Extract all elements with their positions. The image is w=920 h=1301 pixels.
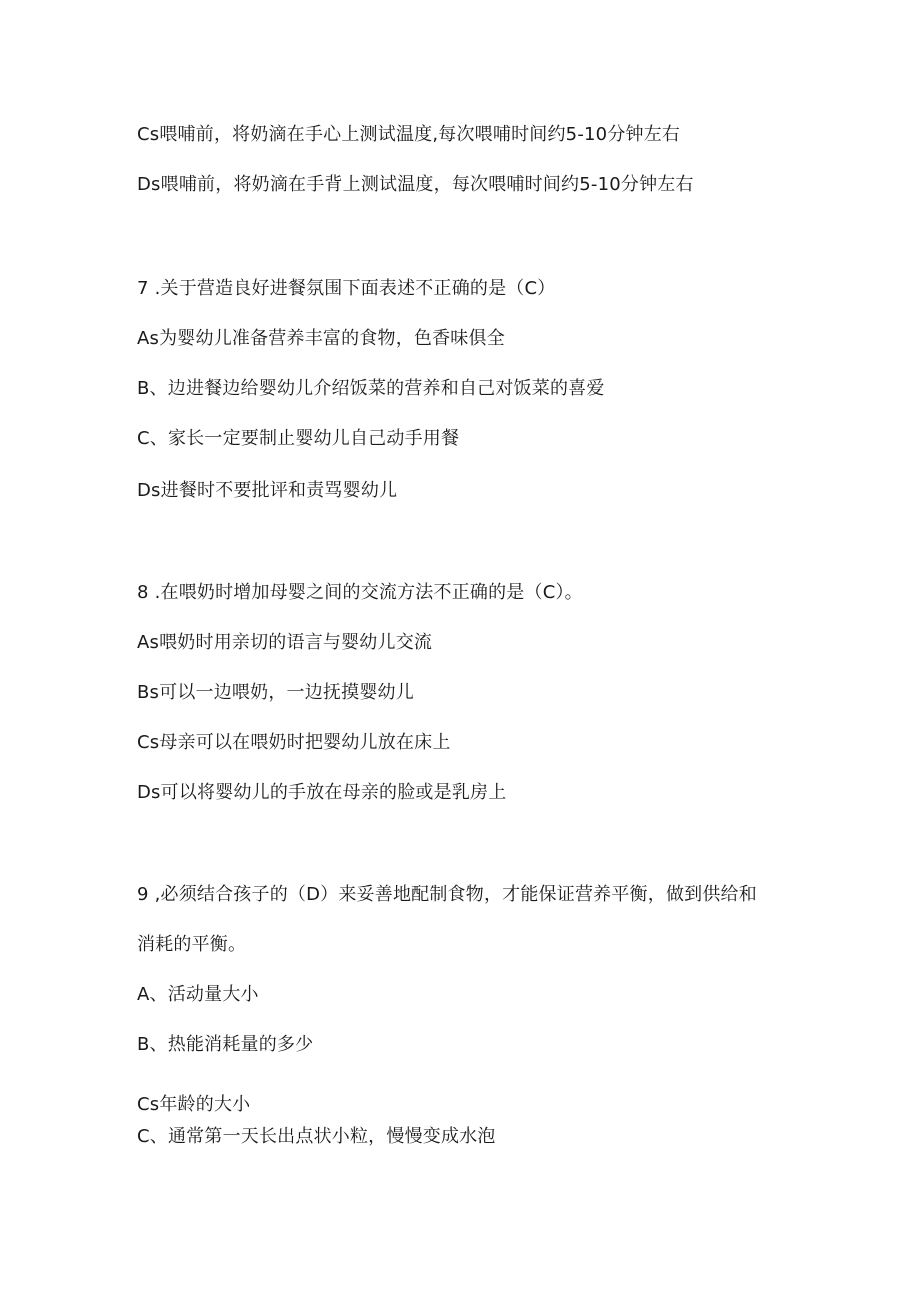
q8-option-a: As喂奶时用亲切的语言与婴幼儿交流 — [137, 632, 433, 653]
q9-option-c: Cs年龄的大小 — [137, 1094, 251, 1115]
option-d-back-of-hand-test: Ds喂哺前，将奶滴在手背上测试温度，每次喂哺时间约5-10分钟左右 — [137, 174, 694, 195]
q8-option-b: Bs可以一边喂奶，一边抚摸婴幼儿 — [137, 682, 414, 703]
option-c-rash-description: C、通常第一天长出点状小粒，慢慢变成水泡 — [137, 1126, 496, 1147]
q9-option-a: A、活动量大小 — [137, 984, 259, 1005]
q9-option-b: B、热能消耗量的多少 — [137, 1034, 314, 1055]
q8-option-d: Ds可以将婴幼儿的手放在母亲的脸或是乳房上 — [137, 782, 507, 803]
question-9: 9 ,必须结合孩子的（D）来妥善地配制食物，才能保证营养平衡，做到供给和 — [137, 884, 757, 905]
question-7: 7 .关于营造良好进餐氛围下面表述不正确的是（C） — [137, 278, 556, 299]
q7-option-d: Ds进餐时不要批评和责骂婴幼儿 — [137, 480, 398, 501]
q7-option-a: As为婴幼儿准备营养丰富的食物，色香味俱全 — [137, 328, 505, 349]
question-9-continued: 消耗的平衡。 — [137, 934, 247, 955]
q7-option-b: B、边进餐边给婴幼儿介绍饭菜的营养和自己对饭菜的喜爱 — [137, 378, 605, 399]
question-8: 8 .在喂奶时增加母婴之间的交流方法不正确的是（C）。 — [137, 582, 583, 603]
q7-option-c: C、家长一定要制止婴幼儿自己动手用餐 — [137, 428, 460, 449]
q8-option-c: Cs母亲可以在喂奶时把婴幼儿放在床上 — [137, 732, 451, 753]
option-c-palm-test: Cs喂哺前，将奶滴在手心上测试温度,每次喂哺时间约5-10分钟左右 — [137, 124, 681, 145]
